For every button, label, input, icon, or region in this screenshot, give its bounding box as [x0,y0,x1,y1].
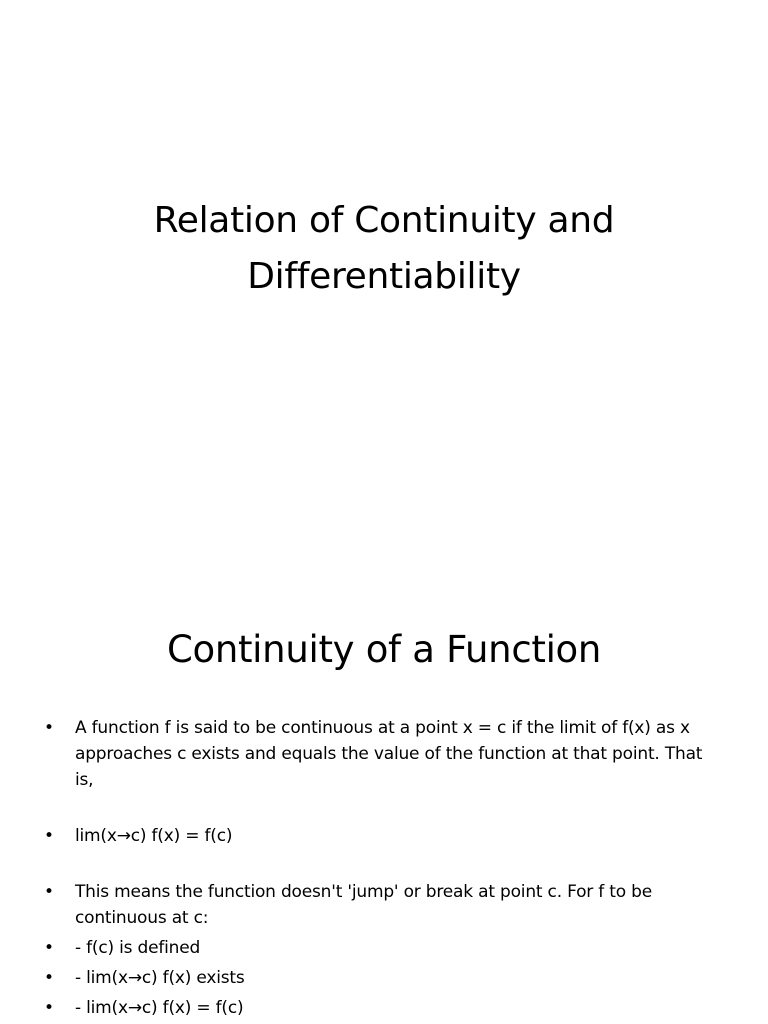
bullet-text: A function f is said to be continuous at a point x = c if the limit of f(x) as x approaches c exists and equals the value of the function at that point. That is, [75,718,703,790]
bullet-text: - lim(x→c) f(x) = f(c) [75,998,244,1018]
bullet-text: This means the function doesn't 'jump' or break at point c. For f to be continuous at c: [75,882,652,928]
bullet-item [40,823,720,849]
slide-title [60,193,708,305]
bullet-text: - lim(x→c) f(x) exists [75,968,245,988]
bullet-list [40,715,720,1021]
title-line-1: Relation of Continuity and [153,200,615,241]
title-line-2: Differentiability [247,256,521,297]
content-slide [0,576,768,1024]
slide-heading: Continuity of a Function [166,628,602,671]
bullet-item [40,995,720,1021]
bullet-icon: • [44,938,54,958]
bullet-item [40,965,720,991]
bullet-icon: • [44,718,54,738]
bullet-icon: • [44,968,54,988]
bullet-icon: • [44,882,54,902]
bullet-item [40,715,720,793]
bullet-icon: • [44,826,54,846]
bullet-item [40,879,720,931]
bullet-icon: • [44,998,54,1018]
bullet-text: lim(x→c) f(x) = f(c) [75,826,233,846]
bullet-item [40,935,720,961]
bullet-text: - f(c) is defined [75,938,201,958]
